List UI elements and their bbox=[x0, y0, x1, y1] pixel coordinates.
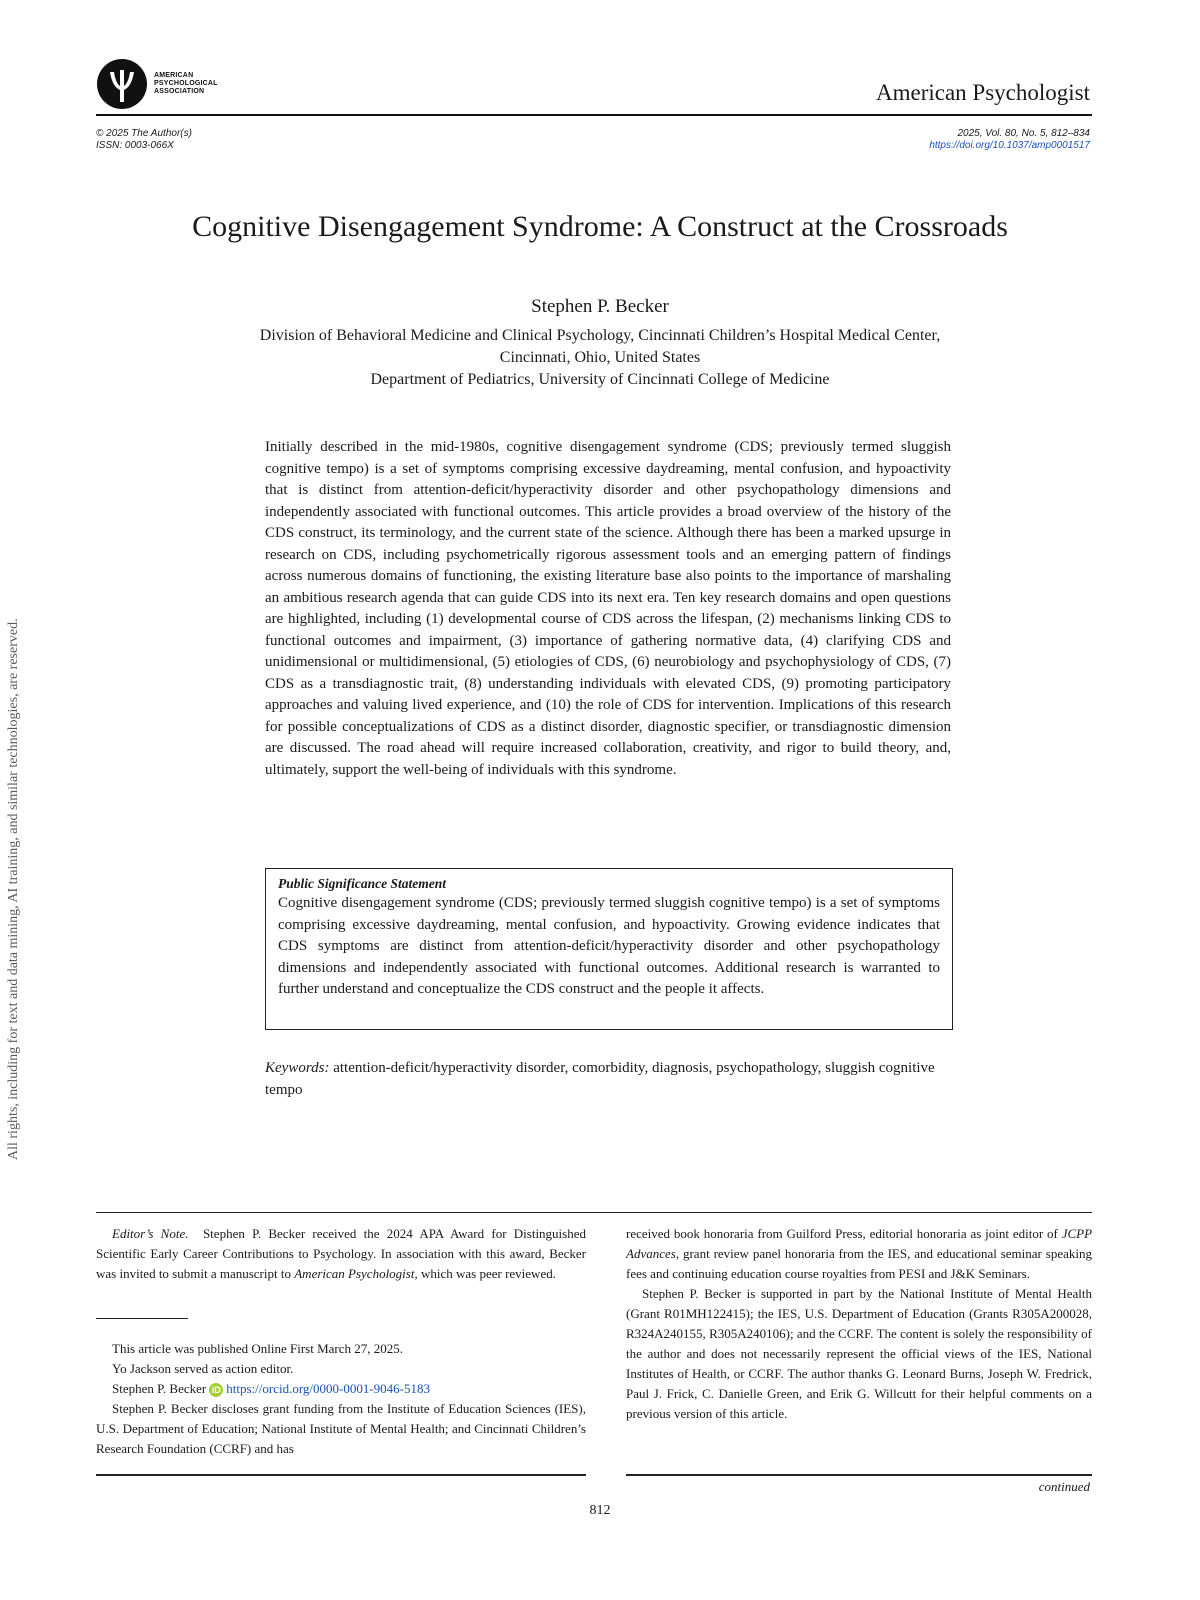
honoraria-journal: JCPP Advances bbox=[626, 1226, 1093, 1261]
apa-logo-icon bbox=[96, 58, 148, 110]
significance-box bbox=[265, 868, 953, 1030]
affiliation: Department of Pediatrics, University of Cincinnati College of Medicine bbox=[370, 371, 830, 388]
significance-title: Public Significance Statement bbox=[278, 876, 446, 891]
funding-notes bbox=[626, 1224, 1092, 1424]
affiliation: Division of Behavioral Medicine and Clinical Psychology, Cincinnati Children’s Hospital Medical Center, bbox=[259, 327, 941, 344]
copyright-block bbox=[96, 128, 192, 152]
author-notes bbox=[96, 1339, 586, 1459]
orcid-icon: iD bbox=[209, 1383, 223, 1397]
journal-name: American Psychologist bbox=[876, 80, 1090, 105]
footer-divider bbox=[96, 1212, 1092, 1213]
copyright: © 2025 The Author(s) bbox=[96, 128, 192, 139]
author-name: Stephen P. Becker bbox=[531, 296, 669, 317]
orcid-author: Stephen P. Becker bbox=[112, 1381, 207, 1396]
citation: 2025, Vol. 80, No. 5, 812–834 bbox=[957, 128, 1090, 139]
page-number: 812 bbox=[589, 1503, 611, 1518]
issn: ISSN: 0003-066X bbox=[96, 140, 174, 151]
citation-block bbox=[929, 128, 1090, 152]
footer-rule-left bbox=[96, 1474, 586, 1476]
orcid-link[interactable]: https://orcid.org/0000-0001-9046-5183 bbox=[226, 1381, 431, 1396]
rights-notice: All rights, including for text and data mining, AI training, and similar technologies, are reserved. bbox=[6, 618, 21, 1160]
keywords bbox=[265, 1058, 951, 1101]
continued-label: continued bbox=[1038, 1479, 1090, 1494]
abstract: Initially described in the mid-1980s, cognitive disengagement syndrome (CDS; previously termed sluggish cognitive tempo) is a set of symptoms comprising excessive daydreaming, mental confusion, and hypoactivity that is distinct from attention-deficit/hyperactivity disorder and other psychopathology dimensions and independently associated with functional outcomes. This article provides a broad overview of the history of the CDS construct, its terminology, and the current state of the science. Although there has been a marked upsurge in research on CDS, including psychometrically rigorous assessment tools and an emerging pattern of findings across numerous domains of functioning, the existing literature base also points to the importance of marshaling an ambitious research agenda that can guide CDS into its next era. Ten key research domains and open questions are highlighted, including (1) developmental course of CDS across the lifespan, (2) mechanisms linking CDS to functional outcomes and impairment, (3) importance of gathering normative data, (4) clarifying CDS and unidimensional or multidimensional, (5) etiologies of CDS, (6) neurobiology and psychophysiology of CDS, (7) CDS as a transdiagnostic trait, (8) understanding individuals with elevated CDS, (9) promoting participatory approaches and valuing lived experience, and (10) the role of CDS for intervention. Implications of this research for possible conceptualizations of CDS as a distinct disorder, diagnostic specifier, or transdiagnostic dimension are discussed. The road ahead will require increased collaboration, creativity, and rigor to build theory, and, ultimately, support the well-being of individuals with this syndrome. bbox=[265, 439, 951, 778]
published-note: This article was published Online First March 27, 2025. bbox=[112, 1341, 404, 1356]
orcid-line bbox=[96, 1379, 586, 1399]
keywords-list: attention-deficit/hyperactivity disorder, comorbidity, diagnosis, psychopathology, sluggish cognitive tempo bbox=[265, 1060, 935, 1098]
honoraria-text-end: , grant review panel honoraria from the IES, and educational seminar speaking fees and continuing education course royalties from PESI and J&K Seminars. bbox=[626, 1246, 1092, 1281]
significance-body: Cognitive disengagement syndrome (CDS; previously termed sluggish cognitive tempo) is a set of symptoms comprising excessive daydreaming, mental confusion, and hypoactivity. Growing evidence indicates that CDS symptoms are distinct from attention-deficit/hyperactivity disorder and other psychopathology dimensions and independently associated with functional outcomes. Additional research is warranted to further understand and conceptualize the CDS construct and the people it affects. bbox=[278, 895, 940, 997]
honoraria-note bbox=[626, 1224, 1092, 1284]
editor-note-journal: American Psychologist bbox=[294, 1266, 415, 1281]
editor-note bbox=[96, 1224, 586, 1284]
affiliations bbox=[0, 325, 1200, 391]
keywords-label: Keywords: bbox=[265, 1060, 330, 1076]
doi-link[interactable]: https://doi.org/10.1037/amp0001517 bbox=[929, 140, 1090, 151]
honoraria-text: received book honoraria from Guilford Press, editorial honoraria as joint editor of bbox=[626, 1226, 1058, 1241]
header-divider bbox=[96, 114, 1092, 116]
logo-line: PSYCHOLOGICAL bbox=[154, 80, 218, 87]
editor-note-text: Stephen P. Becker received the 2024 APA Award for Distinguished Scientific Early Career Contributions to Psychology. In association with this award, Becker was invited to submit a manuscript to bbox=[96, 1226, 586, 1281]
apa-logo-text bbox=[154, 72, 218, 96]
editor-note-label: Editor’s Note. bbox=[112, 1226, 189, 1241]
logo-line: AMERICAN bbox=[154, 72, 194, 79]
affiliation: Cincinnati, Ohio, United States bbox=[499, 349, 701, 366]
footnote-divider bbox=[96, 1318, 188, 1319]
footer-rule-right bbox=[626, 1474, 1092, 1476]
action-editor-note: Yo Jackson served as action editor. bbox=[112, 1361, 294, 1376]
funding-note: Stephen P. Becker is supported in part by the National Institute of Mental Health (Grant R01MH122415); the IES, U.S. Department of Education (Grants R305A200028, R324A240155, R305A240106); and the CCRF. The content is solely the responsibility of the author and does not necessarily represent the official views of the IES, National Institutes of Health, or CCRF. The author thanks G. Leonard Burns, Joseph W. Fredrick, Paul J. Frick, C. Danielle Green, and Erik G. Willcutt for their helpful comments on a previous version of this article. bbox=[626, 1286, 1092, 1421]
logo-line: ASSOCIATION bbox=[154, 88, 205, 95]
disclosure-note: Stephen P. Becker discloses grant funding from the Institute of Education Sciences (IES), U.S. Department of Education; National Institute of Mental Health; and Cincinnati Children’s Research Foundation (CCRF) and has bbox=[96, 1401, 586, 1456]
article-title: Cognitive Disengagement Syndrome: A Construct at the Crossroads bbox=[192, 210, 1008, 243]
editor-note-text-end: , which was peer reviewed. bbox=[414, 1266, 556, 1281]
